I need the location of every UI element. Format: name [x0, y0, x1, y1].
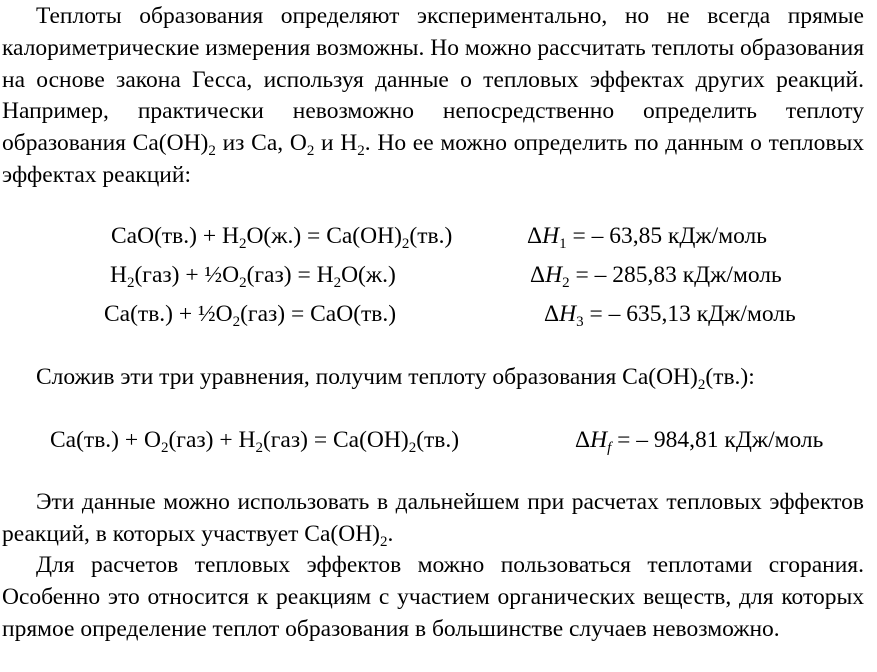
subscript: 2 [697, 377, 706, 393]
subscript: 2 [380, 533, 388, 550]
equation-formation-enthalpy [575, 425, 823, 455]
equation-text: (газ) + ½O [134, 262, 240, 288]
paragraph-intro [2, 1, 864, 192]
delta-symbol: Δ [544, 301, 560, 327]
enthalpy-symbol: H [559, 301, 577, 327]
enthalpy-value: = – 285,83 кДж/моль [569, 262, 782, 288]
enthalpy-symbol: H [542, 223, 560, 249]
enthalpy-value: = – 63,85 кДж/моль [566, 223, 767, 249]
equation-1-reaction [111, 221, 452, 251]
subscript: 2 [357, 143, 365, 160]
subscript: 2 [306, 143, 315, 160]
equation-text: CaO(тв.) + H [111, 223, 239, 249]
equation-text: (газ) = H [246, 262, 334, 288]
enthalpy-value: = – 984,81 кДж/моль [611, 427, 824, 453]
subscript: 1 [559, 236, 567, 252]
paragraph-text: . [387, 520, 394, 547]
equation-text: Ca(тв.) + ½O [104, 301, 233, 327]
subscript-italic: f [607, 440, 612, 456]
paragraph-text: (тв.): [705, 364, 755, 390]
enthalpy-value: = – 635,13 кДж/моль [583, 301, 796, 327]
paragraph-text: Теплоты образования определяют экспериментально, но не всегда прямые калориметрические измерения возможны. Но можно рассчитать теплоты образования на основе закона Гесса, используя данные о тепловых эффектах других реакций. Например, практически невозможно непосредственно определить теплоту образования Ca(OH) [2, 3, 864, 157]
equation-2-enthalpy [530, 260, 782, 290]
subscript: 2 [401, 236, 410, 252]
paragraph-text: Для расчетов тепловых эффектов можно пользоваться теплотами сгорания. Особенно это относится к реакциям с участием органических веществ, для которых прямое определение теплот образования в большинстве случаев невозможно. [2, 552, 864, 642]
equation-text: O(ж.) [341, 262, 396, 288]
equation-text: (газ) = CaO(тв.) [240, 301, 397, 327]
subscript: 2 [208, 143, 216, 160]
enthalpy-symbol: H [590, 427, 608, 453]
paragraph-text: Сложив эти три уравнения, получим теплоту образования Ca(OH) [36, 364, 698, 390]
equation-2-reaction [110, 260, 396, 290]
subscript: 2 [238, 236, 247, 252]
subscript: 2 [562, 275, 570, 291]
equation-text: (газ) = Ca(OH) [262, 427, 409, 453]
equation-text: (тв.) [409, 223, 453, 249]
subscript: 2 [408, 440, 417, 456]
equation-3-enthalpy [544, 299, 796, 329]
equation-text: Ca(тв.) + O [50, 427, 161, 453]
paragraph-usage [2, 487, 864, 551]
equation-formation-reaction [50, 425, 459, 455]
equation-text: O(ж.) = Ca(OH) [246, 223, 402, 249]
subscript: 2 [232, 314, 241, 330]
subscript: 2 [126, 275, 135, 291]
subscript: 2 [239, 275, 247, 291]
paragraph-combustion [2, 550, 864, 645]
paragraph-text: из Ca, O [215, 130, 307, 157]
subscript: 3 [576, 314, 584, 330]
delta-symbol: Δ [530, 262, 546, 288]
delta-symbol: Δ [527, 223, 543, 249]
subscript: 2 [333, 275, 342, 291]
equation-1-enthalpy [527, 221, 767, 251]
equation-text: (газ) + H [168, 427, 256, 453]
paragraph-sum [2, 362, 864, 394]
subscript: 2 [255, 440, 263, 456]
delta-symbol: Δ [575, 427, 591, 453]
subscript: 2 [160, 440, 169, 456]
paragraph-text: . Но ее можно определить по данным о тепловых эффектах реакций: [2, 130, 865, 188]
equation-text: (тв.) [416, 427, 460, 453]
enthalpy-symbol: H [545, 262, 563, 288]
paragraph-text: и H [314, 130, 358, 157]
equation-text: H [110, 262, 127, 288]
paragraph-text: Эти данные можно использовать в дальнейшем при расчетах тепловых эффектов реакций, в которых участвует Ca(OH) [2, 489, 864, 547]
subscript [607, 440, 611, 456]
equation-3-reaction [104, 299, 396, 329]
